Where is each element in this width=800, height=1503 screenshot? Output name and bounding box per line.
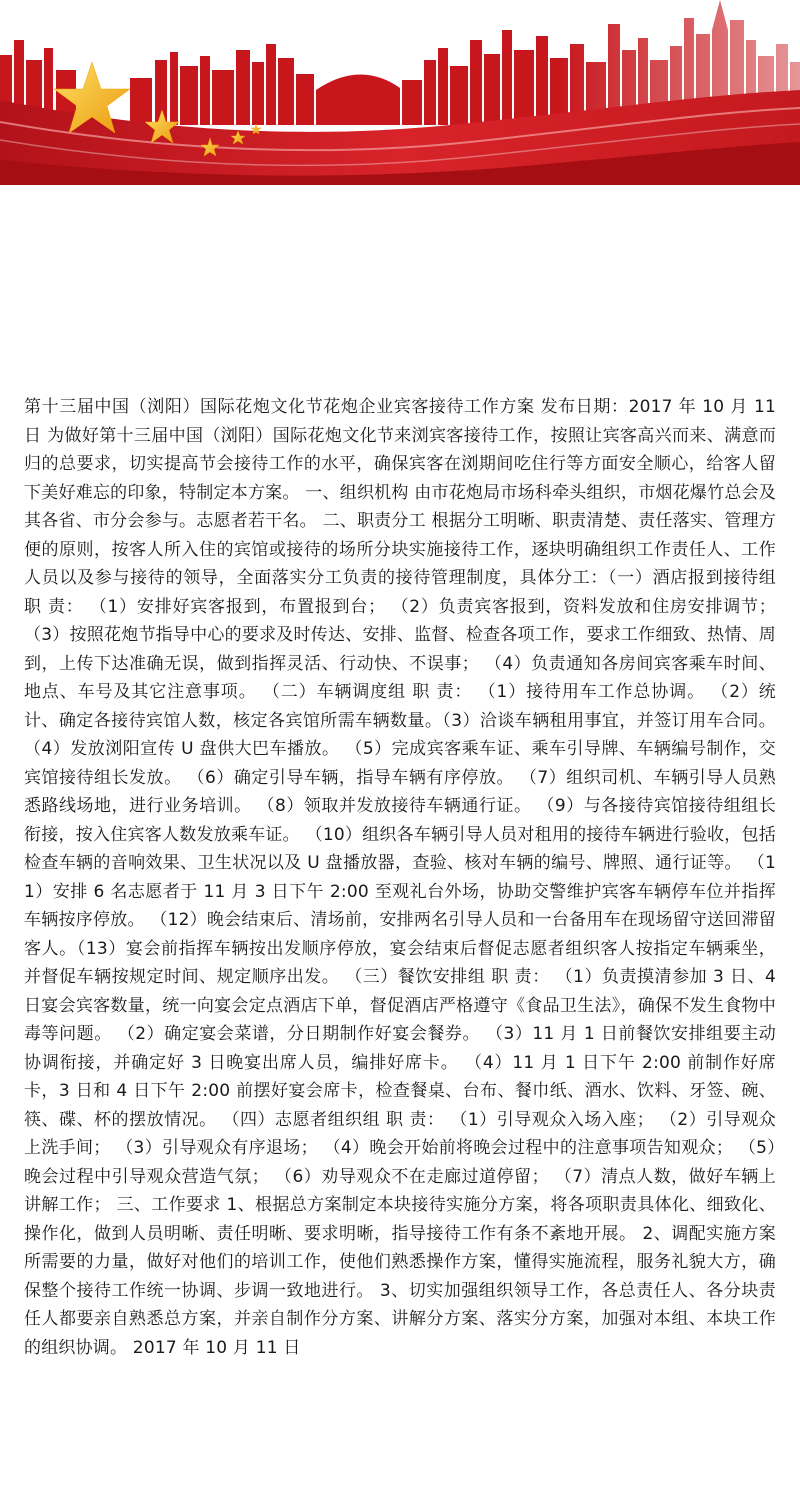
document-body: 第十三届中国（浏阳）国际花炮文化节花炮企业宾客接待工作方案 发布日期：2017 年 10 月 11 日 为做好第十三届中国（浏阳）国际花炮文化节来浏宾客接待工作，按照让宾客高兴而来、满意而归的总要求，切实提高节会接待工作的水平，确保宾客在浏期间吃住行等方面安全顺心，给客人留下美好难忘的印象，特制定本方案。 一、组织机构 由市花炮局市场科牵头组织，市烟花爆竹总会及其各省、市分会参与。志愿者若干名。 二、职责分工 根据分工明晰、职责清楚、责任落实、管理方便的原则，按客人所入住的宾馆或接待的场所分块实施接待工作，逐块明确组织工作责任人、工作人员以及参与接待的领导，全面落实分工负责的接待管理制度，具体分工：（一）酒店报到接待组 职 责： （1）安排好宾客报到，布置报到台； （2）负责宾客报到，资料发放和住房安排调节； （3）按照花炮节指导中心的要求及时传达、安排、监督、检查各项工作，要求工作细致、热情、周到，上传下达准确无误，做到指挥灵活、行动快、不误事； （4）负责通知各房间宾客乘车时间、地点、车号及其它注意事项。 （二）车辆调度组 职 责： （1）接待用车工作总协调。 （2）统计、确定各接待宾馆人数，核定各宾馆所需车辆数量。（3）洽谈车辆租用事宜，并签订用车合同。（4）发放浏阳宣传 U 盘供大巴车播放。 （5）完成宾客乘车证、乘车引导牌、车辆编号制作，交宾馆接待组长发放。 （6）确定引导车辆，指导车辆有序停放。 （7）组织司机、车辆引导人员熟悉路线场地，进行业务培训。 （8）领取并发放接待车辆通行证。 （9）与各接待宾馆接待组组长衔接，按入住宾客人数发放乘车证。 （10）组织各车辆引导人员对租用的接待车辆进行验收，包括检查车辆的音响效果、卫生状况以及 U 盘播放器，查验、核对车辆的编号、牌照、通行证等。 （11）安排 6 名志愿者于 11 月 3 日下午 2:00 至观礼台外场，协助交警维护宾客车辆停车位并指挥车辆按序停放。 （12）晚会结束后、清场前，安排两名引导人员和一台备用车在现场留守送回滞留客人。（13）宴会前指挥车辆按出发顺序停放，宴会结束后督促志愿者组织客人按指定车辆乘坐，并督促车辆按规定时间、规定顺序出发。 （三）餐饮安排组 职 责： （1）负责摸清参加 3 日、4 日宴会宾客数量，统一向宴会定点酒店下单，督促酒店严格遵守《食品卫生法》，确保不发生食物中毒等问题。 （2）确定宴会菜谱，分日期制作好宴会餐券。 （3）11 月 1 日前餐饮安排组要主动协调衔接，并确定好 3 日晚宴出席人员，编排好席卡。 （4）11 月 1 日下午 2:00 前制作好席卡，3 日和 4 日下午 2:00 前摆好宴会席卡，检查餐桌、台布、餐巾纸、酒水、饮料、牙签、碗、筷、碟、杯的摆放情况。 （四）志愿者组织组 职 责： （1）引导观众入场入座； （2）引导观众上洗手间； （3）引导观众有序退场； （4）晚会开始前将晚会过程中的注意事项告知观众； （5）晚会过程中引导观众营造气氛； （6）劝导观众不在走廊过道停留； （7）清点人数，做好车辆上讲解工作； 三、工作要求 1、根据总方案制定本块接待实施分方案，将各项职责具体化、细致化、操作化，做到人员明晰、责任明晰、要求明晰，指导接待工作有条不紊地开展。 2、调配实施方案所需要的力量，做好对他们的培训工作，使他们熟悉操作方案，懂得实施流程，服务礼貌大方，确保整个接待工作统一协调、步调一致地进行。 3、切实加强组织领导工作，各总责任人、各分块责任人都要亲自熟悉总方案，并亲自制作分方案、讲解分方案、落实分方案，加强对本组、本块工作的组织协调。 2017 年 10 月 11 日: [24, 397, 776, 1358]
banner-graphic: [0, 0, 800, 190]
header-banner: [0, 0, 800, 190]
